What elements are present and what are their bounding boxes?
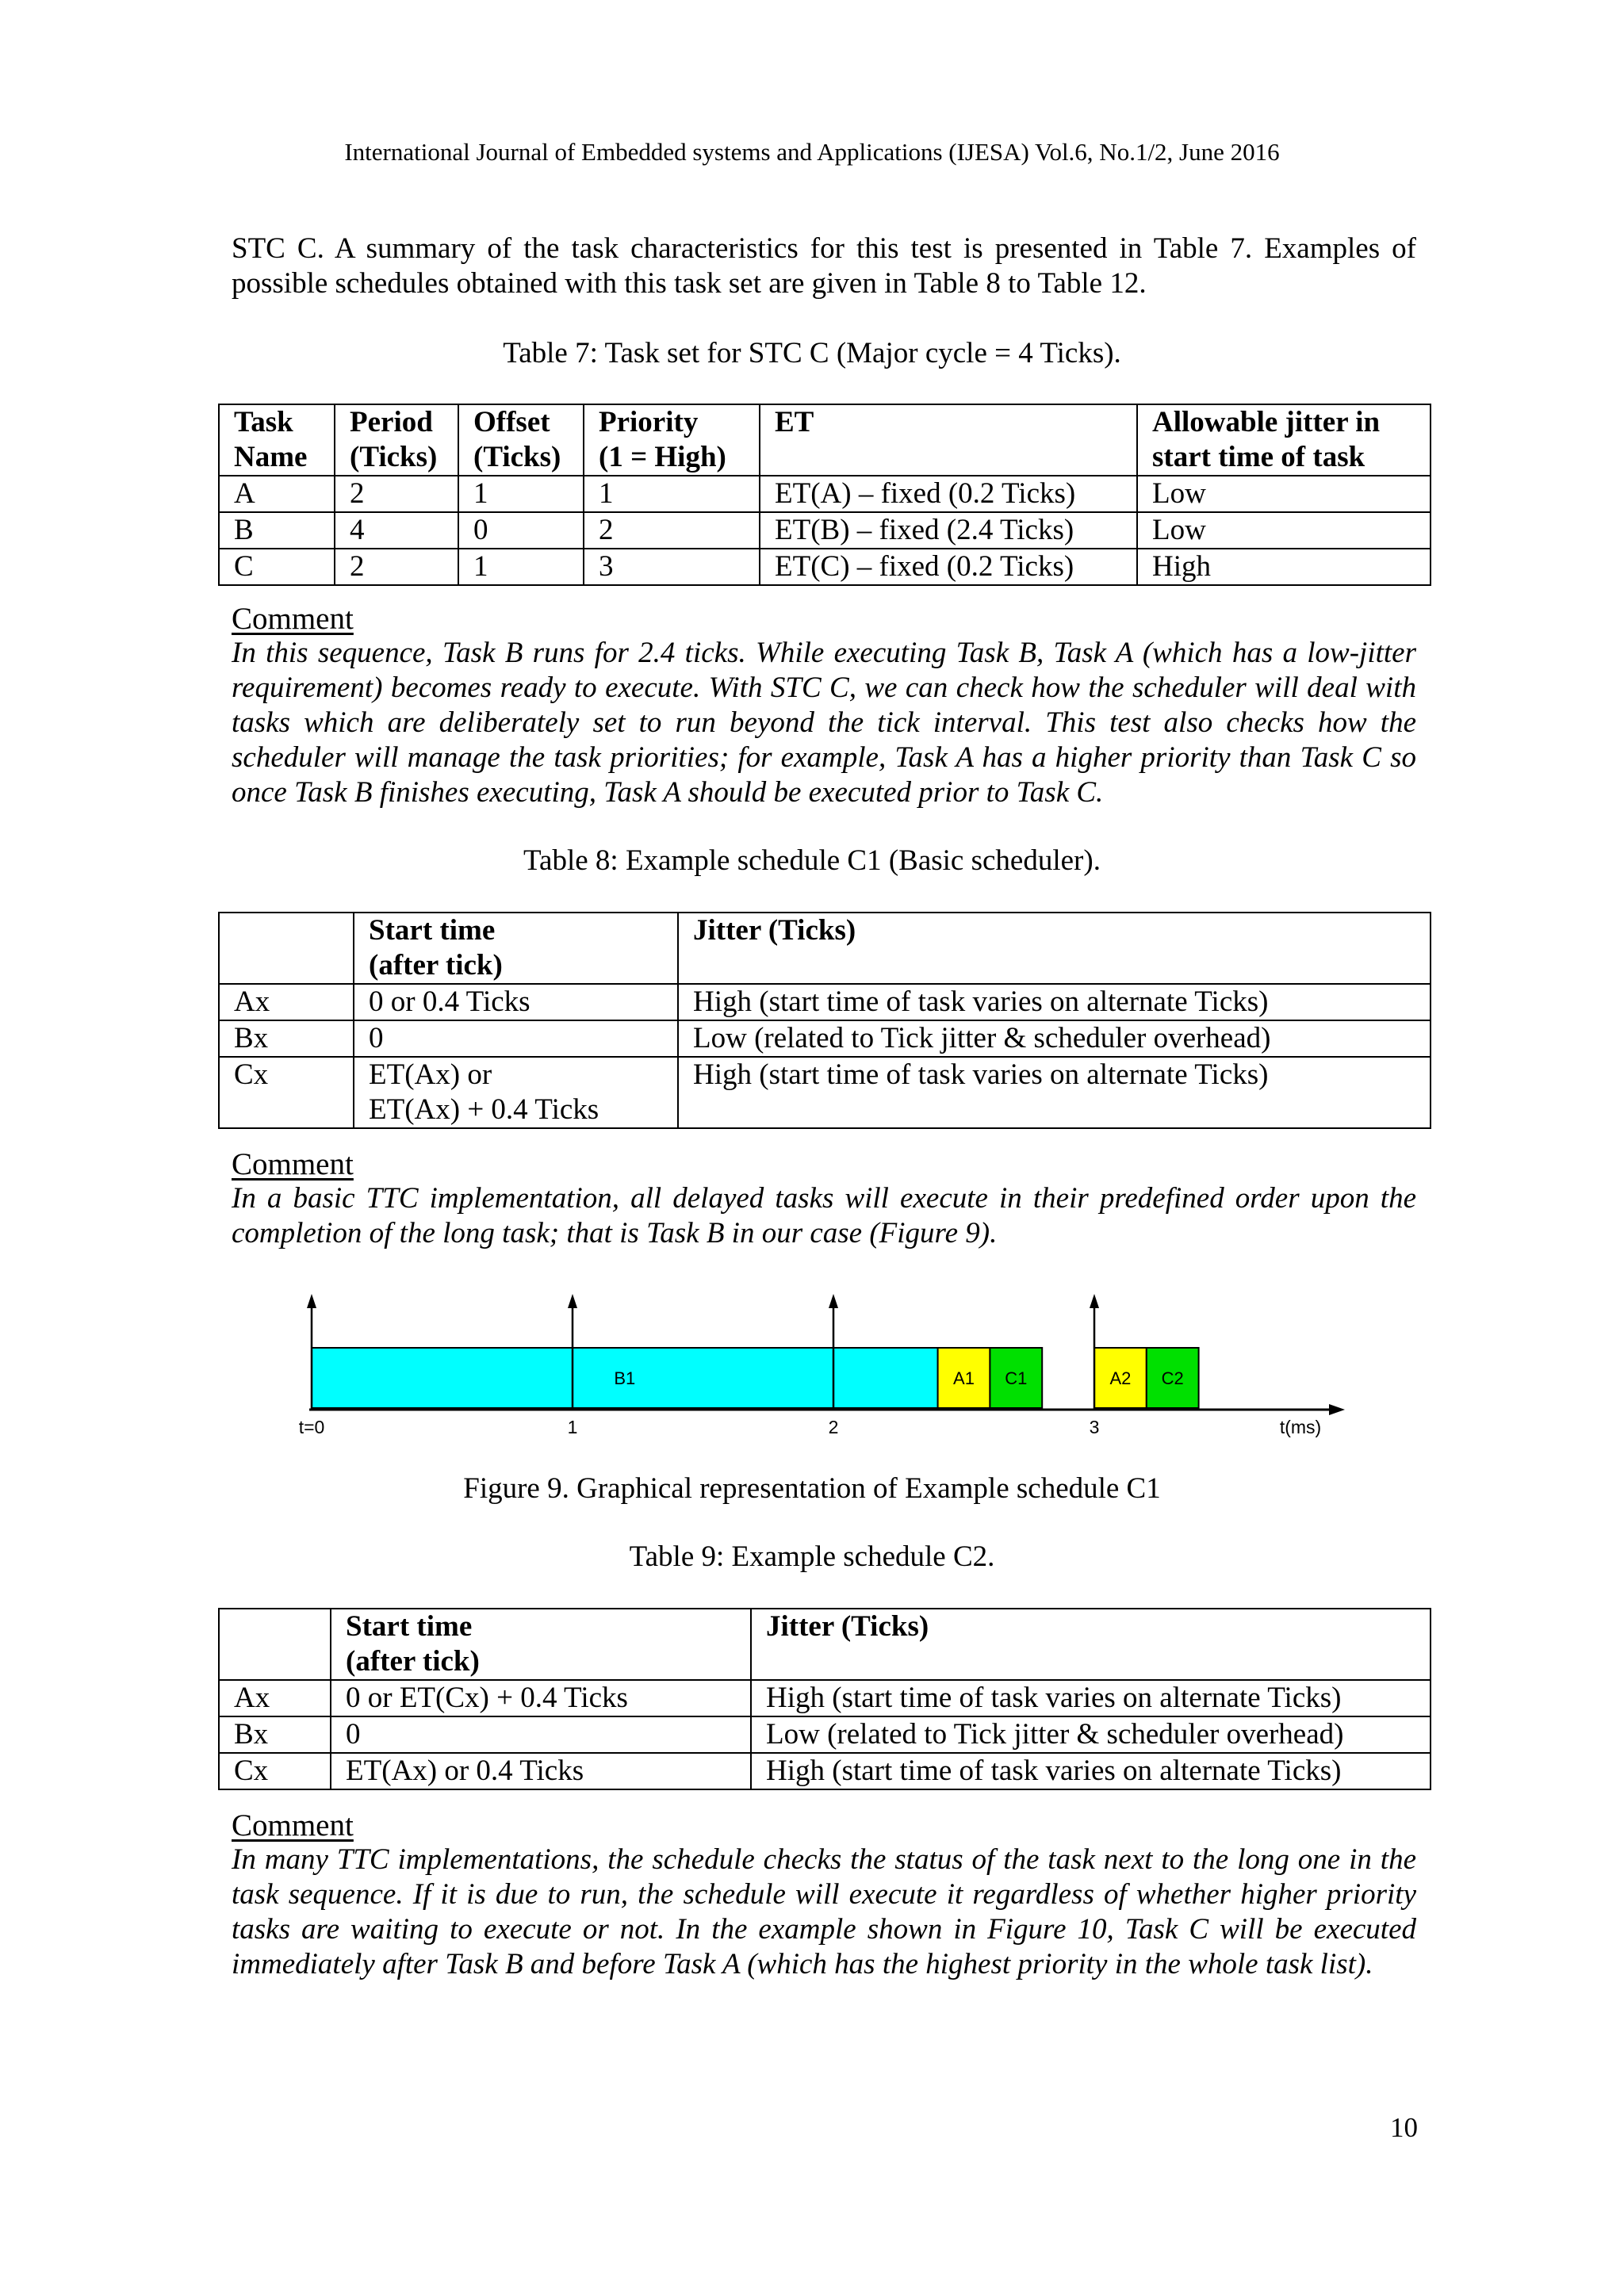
table-row xyxy=(219,1716,1431,1753)
table-cell: Ax xyxy=(219,984,354,1020)
tick-label: 1 xyxy=(567,1417,578,1437)
table-cell: Low xyxy=(1137,512,1431,549)
table-row xyxy=(219,476,1431,512)
table7-header-cell: ET xyxy=(760,404,1137,476)
table7-header-cell: Offset (Ticks) xyxy=(458,404,584,476)
figure9-caption: Figure 9. Graphical representation of Example schedule C1 xyxy=(463,1472,1161,1505)
table-cell: Ax xyxy=(219,1680,331,1716)
comment1-title: Comment xyxy=(232,602,354,636)
table8-caption: Table 8: Example schedule C1 (Basic scheduler). xyxy=(523,844,1101,877)
table-cell: 0 or ET(Cx) + 0.4 Ticks xyxy=(331,1680,751,1716)
table9-header-cell xyxy=(219,1609,331,1680)
task-block-label: B1 xyxy=(614,1368,636,1388)
table-cell: 0 xyxy=(354,1020,678,1057)
comment2-text: In a basic TTC implementation, all delayed tasks will execute in their predefined order upon the completion of the long task; that is Task B in our case (Figure 9). xyxy=(232,1182,1416,1249)
tick-arrow-head-icon xyxy=(568,1294,577,1308)
table8-header-cell xyxy=(219,913,354,984)
table-cell: High xyxy=(1137,549,1431,585)
comment1-text: In this sequence, Task B runs for 2.4 ticks. While executing Task B, Task A (which has a low-jitter requirement) becomes ready to execute. With STC C, we can check how the scheduler will deal with tasks which are deliberately set to run beyond the tick interval. This test also checks how the scheduler will manage the task priorities; for example, Task A has a higher priority than Task C so once Task B finishes executing, Task A should be executed prior to Task C. xyxy=(232,637,1416,809)
table-cell: Cx xyxy=(219,1057,354,1128)
tick-arrow-head-icon xyxy=(829,1294,838,1308)
table-cell: High (start time of task varies on alternate Ticks) xyxy=(751,1753,1431,1789)
intro-paragraph: STC C. A summary of the task characteristics for this test is presented in Table 7. Examples of possible schedules obtained with this task set are given in Table 8 to Table 12. xyxy=(232,232,1416,300)
table-cell: ET(Ax) or ET(Ax) + 0.4 Ticks xyxy=(354,1057,678,1128)
task-block-label: C1 xyxy=(1005,1368,1028,1388)
table-cell: ET(Ax) or 0.4 Ticks xyxy=(331,1753,751,1789)
table-cell: 1 xyxy=(458,549,584,585)
task-block-label: A2 xyxy=(1109,1368,1132,1388)
figure9-timeline xyxy=(285,1292,1356,1443)
table-cell: 2 xyxy=(335,549,458,585)
running-header: International Journal of Embedded systems and Applications (IJESA) Vol.6, No.1/2, June 2016 xyxy=(344,138,1280,166)
comment3-text: In many TTC implementations, the schedule checks the status of the task next to the long one in the task sequence. If it is due to run, the schedule will execute it regardless of whether higher priority tasks are waiting to execute or not. In the example shown in Figure 10, Task C will be executed immediately after Task B and before Task A (which has the highest priority in the whole task list). xyxy=(232,1843,1416,1980)
table-row xyxy=(219,512,1431,549)
page-number: 10 xyxy=(1390,2112,1418,2143)
tick-label: 2 xyxy=(828,1417,839,1437)
tick-label: t=0 xyxy=(298,1417,325,1437)
table7-header-row xyxy=(219,404,1431,476)
table7-header-cell: Task Name xyxy=(219,404,335,476)
table8-header-cell: Jitter (Ticks) xyxy=(678,913,1431,984)
table-cell: A xyxy=(219,476,335,512)
table-cell: 2 xyxy=(335,476,458,512)
table-cell: High (start time of task varies on alternate Ticks) xyxy=(678,1057,1431,1128)
axis-label: t(ms) xyxy=(1279,1417,1322,1437)
table-cell: High (start time of task varies on alternate Ticks) xyxy=(751,1680,1431,1716)
table-row xyxy=(219,1057,1431,1128)
table-cell: Low (related to Tick jitter & scheduler overhead) xyxy=(678,1020,1431,1057)
table-cell: 0 xyxy=(458,512,584,549)
tick-arrow-head-icon xyxy=(1090,1294,1099,1308)
table8-header-cell: Start time (after tick) xyxy=(354,913,678,984)
table-cell: 1 xyxy=(458,476,584,512)
table7-header-cell: Period (Ticks) xyxy=(335,404,458,476)
table7-header-cell: Allowable jitter in start time of task xyxy=(1137,404,1431,476)
comment3-title: Comment xyxy=(232,1808,354,1843)
table-cell: Bx xyxy=(219,1716,331,1753)
table-cell: High (start time of task varies on alternate Ticks) xyxy=(678,984,1431,1020)
task-block-label: C2 xyxy=(1161,1368,1184,1388)
table-row xyxy=(219,984,1431,1020)
comment2-title: Comment xyxy=(232,1147,354,1181)
table9-caption: Table 9: Example schedule C2. xyxy=(629,1540,995,1573)
table-row xyxy=(219,1680,1431,1716)
table-cell: 1 xyxy=(584,476,760,512)
table-cell: 3 xyxy=(584,549,760,585)
table-cell: 4 xyxy=(335,512,458,549)
table-cell: Low (related to Tick jitter & scheduler overhead) xyxy=(751,1716,1431,1753)
table-cell: B xyxy=(219,512,335,549)
tick-label: 3 xyxy=(1089,1417,1100,1437)
table8 xyxy=(218,912,1431,1129)
axis-arrowhead-icon xyxy=(1329,1404,1345,1415)
table-row xyxy=(219,1020,1431,1057)
tick-arrow-head-icon xyxy=(307,1294,316,1308)
table-cell: Cx xyxy=(219,1753,331,1789)
task-block-label: A1 xyxy=(953,1368,975,1388)
table7 xyxy=(218,404,1431,586)
table-cell: Low xyxy=(1137,476,1431,512)
table9 xyxy=(218,1608,1431,1790)
table-cell: C xyxy=(219,549,335,585)
table-cell: ET(C) – fixed (0.2 Ticks) xyxy=(760,549,1137,585)
table9-header-cell: Jitter (Ticks) xyxy=(751,1609,1431,1680)
table-row xyxy=(219,1753,1431,1789)
table-row xyxy=(219,549,1431,585)
table-cell: 2 xyxy=(584,512,760,549)
table7-header-cell: Priority (1 = High) xyxy=(584,404,760,476)
table-cell: ET(B) – fixed (2.4 Ticks) xyxy=(760,512,1137,549)
table7-caption: Table 7: Task set for STC C (Major cycle = 4 Ticks). xyxy=(503,337,1121,369)
table9-header-row xyxy=(219,1609,1431,1680)
table8-header-row xyxy=(219,913,1431,984)
table-cell: 0 or 0.4 Ticks xyxy=(354,984,678,1020)
table-cell: 0 xyxy=(331,1716,751,1753)
table-cell: ET(A) – fixed (0.2 Ticks) xyxy=(760,476,1137,512)
table9-header-cell: Start time (after tick) xyxy=(331,1609,751,1680)
table-cell: Bx xyxy=(219,1020,354,1057)
